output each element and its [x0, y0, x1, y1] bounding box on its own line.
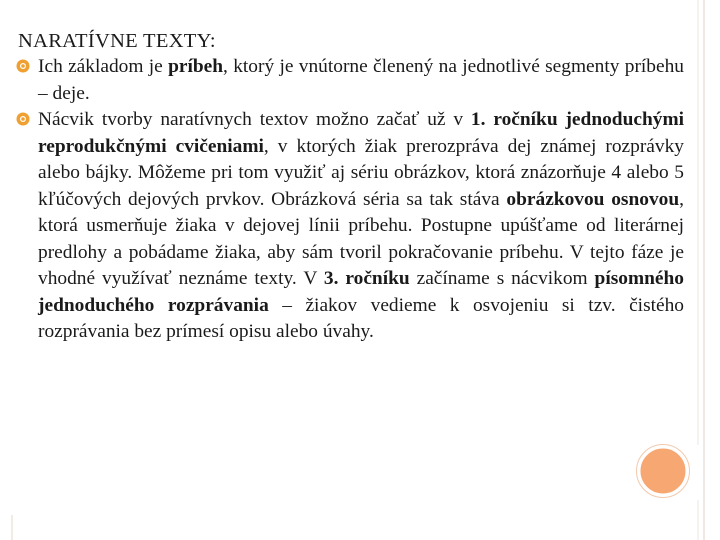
- sun-bullet-icon: [16, 112, 30, 126]
- bullet-text-1: [38, 54, 684, 107]
- bullet-2-seg-1: 1. ročníku jednoduchými reprodukčnými cvičeniami: [38, 109, 684, 157]
- orange-circle-decoration: [639, 447, 687, 495]
- bullet-2-seg-0: Nácvik tvorby naratívnych textov možno začať už v: [38, 109, 471, 130]
- slide-heading: NARATÍVNE TEXTY:: [18, 30, 216, 52]
- bullet-2-seg-5: 3. ročníku: [323, 268, 410, 289]
- bullet-item-1: [16, 54, 684, 107]
- bullet-2-seg-8: – žiakov vedieme k osvojeniu si tzv. čistého rozprávania bez prímesí opisu alebo úvahy.: [38, 294, 684, 342]
- bullet-1-seg-2: , ktorý je vnútorne členený na jednotlivé segmenty príbehu – deje.: [38, 56, 684, 104]
- sun-bullet-icon: [16, 59, 30, 73]
- bullet-text-2: [38, 107, 684, 346]
- slide-content: [16, 28, 684, 346]
- bullet-1-seg-0: Ich základom je: [38, 56, 169, 77]
- bullet-2-seg-2: , v ktorých žiak prerozpráva dej známej rozprávky alebo bájky. Môžeme pri tom využiť aj sériu obrázkov, ktorá znázorňuje 4 alebo 5 kľúčových dejových prvkov. Obrázková séria sa tak stáva: [38, 135, 685, 210]
- bullet-1-seg-1: príbeh: [168, 56, 224, 77]
- bullet-2-seg-4: , ktorá usmerňuje žiaka v dejovej línii príbehu. Postupne upúšťame od literárnej predlohy a pobádame žiaka, aby sám tvoril pokračovanie príbehu. V tejto fáze je vhodné využívať neznáme texty. V: [38, 188, 684, 289]
- bullet-item-2: [16, 107, 684, 346]
- bullet-2-seg-7: písomného jednoduchého rozprávania: [38, 268, 684, 316]
- bullet-2-seg-3: obrázkovou osnovou: [506, 188, 680, 210]
- bullet-2-seg-6: začíname s nácvikom: [409, 268, 595, 289]
